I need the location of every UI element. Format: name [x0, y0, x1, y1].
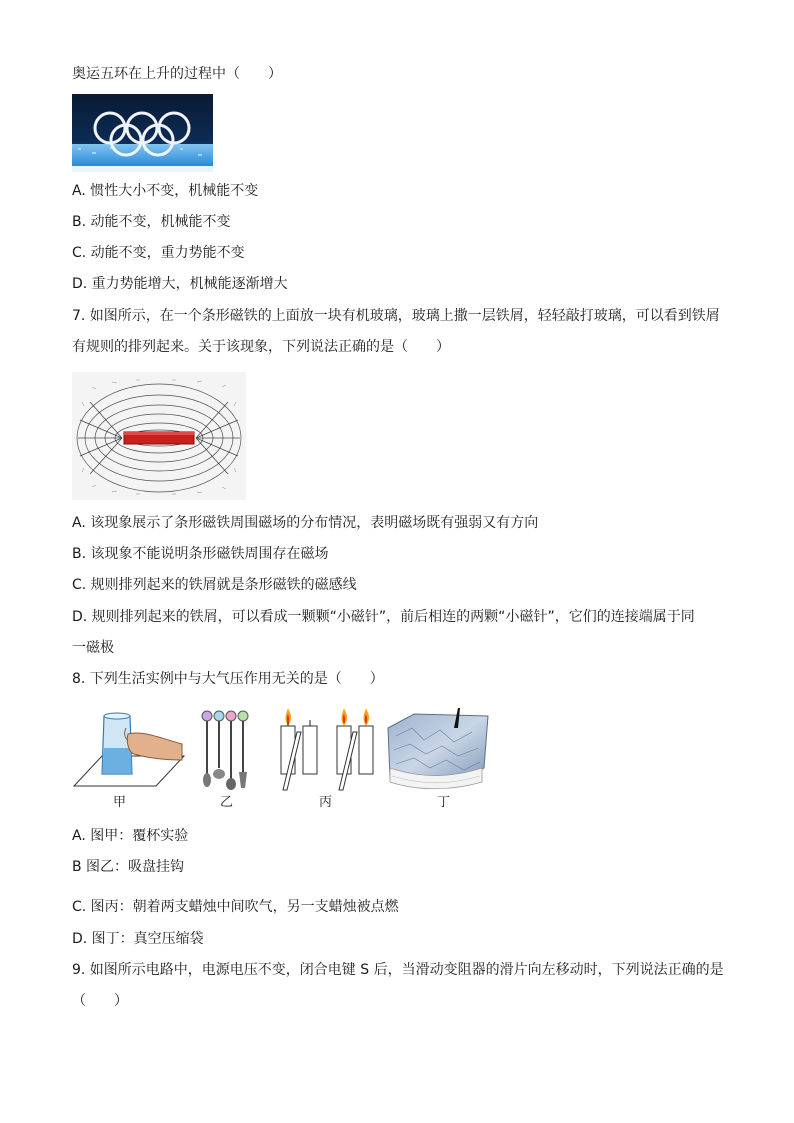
- q6-option-d: D. 重力势能增大，机械能逐渐增大: [72, 276, 288, 292]
- figure-yi-suction-hooks: [197, 706, 255, 792]
- figure-ding-vacuum-bag: [384, 706, 490, 792]
- q8-stem: 8. 下列生活实例中与大气压作用无关的是（ ）: [72, 671, 384, 687]
- q8-option-d: D. 图丁：真空压缩袋: [72, 931, 204, 947]
- q7-option-d-continuation: 一磁极: [72, 640, 114, 656]
- caption-jia: 甲: [113, 795, 127, 810]
- magnet-iron-filings-image: [72, 372, 246, 500]
- caption-ding: 丁: [437, 795, 451, 810]
- q6-option-a: A. 惯性大小不变，机械能不变: [72, 183, 259, 199]
- q8-option-a: A. 图甲：覆杯实验: [72, 828, 189, 844]
- olympic-rings-image: [72, 94, 213, 172]
- figure-jia-cup-experiment: [72, 704, 186, 794]
- q7-option-b: B. 该现象不能说明条形磁铁周围存在磁场: [72, 546, 329, 562]
- caption-yi: 乙: [220, 795, 234, 810]
- q7-option-c: C. 规则排列起来的铁屑就是条形磁铁的磁感线: [72, 577, 357, 593]
- q9-stem-line1: 9. 如图所示电路中，电源电压不变，闭合电键 S 后，当滑动变阻器的滑片向左移动时，下列说法正确的是: [72, 962, 724, 978]
- q7-stem-line2: 有规则的排列起来。关于该现象，下列说法正确的是（ ）: [72, 339, 450, 355]
- q6-option-c: C. 动能不变，重力势能不变: [72, 245, 245, 261]
- q6-option-b: B. 动能不变，机械能不变: [72, 214, 231, 230]
- q8-option-b: B 图乙：吸盘挂钩: [72, 859, 185, 875]
- q9-stem-line2: （ ）: [72, 993, 128, 1009]
- q6-stem: 奥运五环在上升的过程中（ ）: [72, 66, 282, 82]
- q7-option-a: A. 该现象展示了条形磁铁周围磁场的分布情况，表明磁场既有强弱又有方向: [72, 515, 539, 531]
- caption-bing: 丙: [319, 795, 333, 810]
- figure-bing-candles: [273, 704, 377, 792]
- q7-option-d: D. 规则排列起来的铁屑，可以看成一颗颗“小磁针”，前后相连的两颗“小磁针”，它们的连接端属于同: [72, 609, 695, 625]
- q8-option-c: C. 图丙：朝着两支蜡烛中间吹气，另一支蜡烛被点燃: [72, 899, 399, 915]
- q7-stem-line1: 7. 如图所示，在一个条形磁铁的上面放一块有机玻璃，玻璃上撒一层铁屑，轻轻敲打玻璃，可以看到铁屑: [72, 308, 720, 324]
